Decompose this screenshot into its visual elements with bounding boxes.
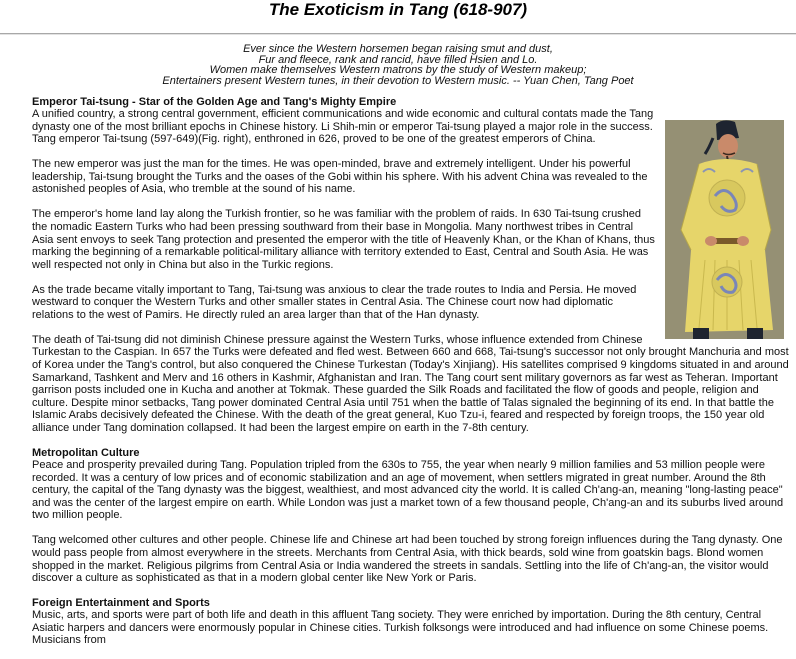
epigraph-poem xyxy=(0,44,796,86)
section-heading: Metropolitan Culture xyxy=(32,447,140,460)
section-foreign-entertainment xyxy=(32,597,792,647)
section-emperor-tai-tsung xyxy=(32,96,792,435)
poem-line: Entertainers present Western tunes, in their devotion to Western music. -- Yuan Chen, Tang Poet xyxy=(162,74,634,87)
poem-line: Ever since the Western horsemen began raising smut and dust, xyxy=(243,43,553,55)
poem-line: Women make themselves Western matrons by the study of Western makeup; xyxy=(209,64,587,76)
horizontal-rule xyxy=(0,33,796,35)
paragraph: Music, arts, and sports were part of both life and death in this affluent Tang society. They were enriched by importation. During the 8th century, Central Asiatic harpers and dancers were enormously popular in Chinese cities. Turkish folksongs were introduced and had influence on some Chinese poems. Musicians from xyxy=(32,609,769,647)
emperor-tai-tsung-portrait xyxy=(665,120,784,339)
paragraph: The new emperor was just the man for the times. He was open-minded, brave and extremely intelligent. Under his powerful leadership, Tai-tsung brought the Turks and the oases of the Gobi within his sphere. With his advent China was revealed to the astonished peoples of Asia, who tremble at the sound of his name. xyxy=(32,158,648,196)
paragraph: Tang welcomed other cultures and other people. Chinese life and Chinese art had been touched by strong foreign influences during the Tang dynasty. One would pass people from almost everywhere in the streets. Merchants from Central Asia, with thick beards, sold wine from goatskin bags. Blond women shopped in the market. Religious pilgrims from Central Asia or India wandered the streets in sandals. Settling into the life of Ch'ang-an, the visitor would discover a culture as sophisticated as that in a modern global center like New York or Paris. xyxy=(32,534,783,585)
paragraph: The death of Tai-tsung did not diminish Chinese pressure against the Western Turks, whose influence extended from Chinese Turkestan to the Caspian. In 657 the Turks were defeated and fled west. Between 660 and 668, Tai-tsung's successor not only brought Manchuria and most of Korea under the Tang's control, but also conquered the Chinese Turkestan (Today's Xinjiang). His satellites comprised 9 kingdoms situated in and around Samarkand, Tashkent and Merv and 16 others in Kashmir, Afghanistan and Iran. The Tang court sent military governors as far west as Teheran. Important garrison posts included one in Kucha and another at Tokmak. These guarded the Silk Roads and facilitated the flow of goods and people, religion and culture. Despite minor setbacks, Tang power dominated Central Asia until 751 when the battle of Talas signaled the beginning of its end. In that battle the Islamic Arabs decisively defeated the Chinese. With the death of the great general, Kuo Tzu-i, feared and respected by foreign troops, the 150 year old alliance under Tang domination collapsed. It had been the largest empire on earth in the 7-8th century. xyxy=(32,333,789,435)
paragraph: Peace and prosperity prevailed during Tang. Population tripled from the 630s to 755, the year when nearly 9 million families and 53 million people were recorded. It was a century of low prices and of economic stabilization and an age of movement, when settlers migrated in great number. Around the 8th century, the capital of the Tang dynasty was the biggest, wealthiest, and most advanced city the world. It is called Ch'ang-an, meaning "long-lasting peace" and was the center of the largest empire on earth. While London was just a market town of a few thousand people, Ch'ang-an and its suburbs lived around two million people. xyxy=(32,459,784,522)
section-metropolitan-culture xyxy=(32,447,792,585)
poem-line: Fur and fleece, rank and rancid, have filled Hsien and Lo. xyxy=(258,53,538,66)
section-heading: Emperor Tai-tsung - Star of the Golden Age and Tang's Mighty Empire xyxy=(32,96,397,108)
page-title: The Exoticism in Tang (618-907) xyxy=(268,0,528,19)
paragraph: The emperor's home land lay along the Turkish frontier, so he was familiar with the problem of raids. In 630 Tai-tsung crushed the nomadic Eastern Turks who had been pressing southward from their base in Mongolia. Many northwest tribes in Central Asia sent envoys to seek Tang protection and presented the emperor with the title of Heavenly Khan, or the Khan of Khans, thus marking the beginning of a remarkable political-military alliance with territory extended to East, Central and South Asia. He was well respected not only in China but also in the Turkic regions. xyxy=(32,208,655,271)
paragraph: As the trade became vitally important to Tang, Tai-tsung was anxious to clear the trade routes to India and Persia. He moved westward to conquer the Western Turks and other smaller states in Central Asia. The Chinese court now had diplomatic relations to the west of Pamirs. He directly ruled an area larger than that of the Han dynasty. xyxy=(32,283,637,321)
section-heading: Foreign Entertainment and Sports xyxy=(32,597,210,610)
article-body xyxy=(32,96,792,659)
paragraph: A unified country, a strong central government, efficient communications and wide economic and cultural contats made the Tang dynasty one of the most brilliant epochs in Chinese history. Li Shih-min or emperor Tai-tsung played a major role in the success. Tang emperor Tai-tsung (597-649)(Fig. right), enthroned in 626, proved to be one of the greatest emperors of China. xyxy=(32,108,654,146)
